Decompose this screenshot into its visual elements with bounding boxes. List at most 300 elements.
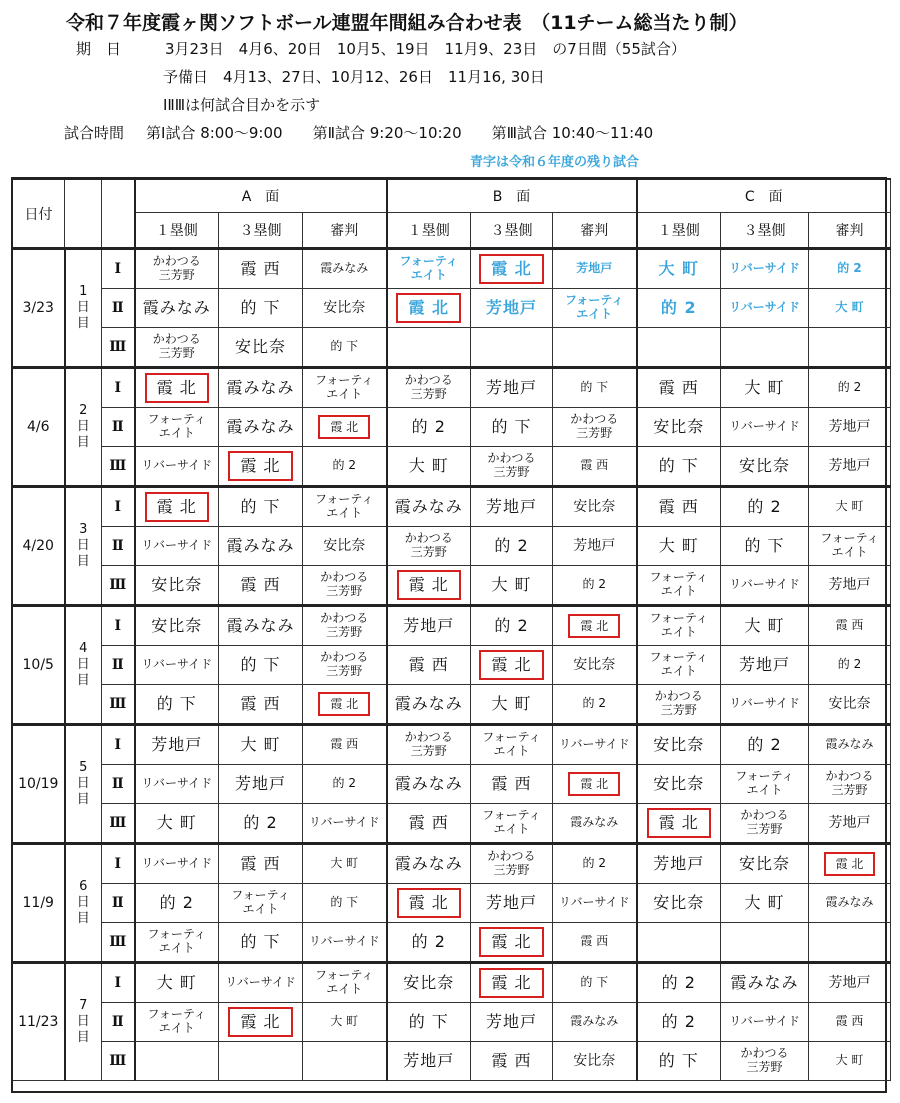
court-b-first-cell: 的 2 [387, 408, 471, 447]
court-c-umpire-cell: 大 町 [809, 487, 891, 527]
day-number-char: 1 [79, 283, 88, 299]
court-b-umpire-cell: 的 2 [553, 844, 637, 884]
court-b-first-cell [387, 884, 471, 923]
court-b-third-cell: 的 下 [471, 408, 553, 447]
team-highlight-box: 霞 北 [479, 650, 543, 679]
court-a-first-cell: リバーサイド [135, 527, 219, 566]
match-date: 10/5 [13, 606, 65, 725]
court-a-first-cell: リバーサイド [135, 844, 219, 884]
court-b-third-cell: 大 町 [471, 566, 553, 606]
schedule-row [13, 884, 891, 923]
court-c-umpire-cell: 大 町 [809, 289, 891, 328]
court-a-first-cell: 大 町 [135, 963, 219, 1003]
court-c-third-cell: リバーサイド [721, 1003, 809, 1042]
court-b-first-cell: 霞みなみ [387, 685, 471, 725]
court-c-first-cell: 的 下 [637, 1042, 721, 1081]
court-b-third-cell: 的 2 [471, 527, 553, 566]
round-number: Ⅱ [102, 884, 135, 923]
court-b-umpire-cell: 霞 西 [553, 447, 637, 487]
court-c-umpire-cell: 大 町 [809, 1042, 891, 1081]
court-b-third-cell: 的 2 [471, 606, 553, 646]
court-b-first-cell [387, 566, 471, 606]
day-number-char: 目 [76, 911, 90, 927]
first-base-header: １塁側 [387, 213, 471, 249]
day-number-char: 目 [76, 792, 90, 808]
court-a-first-cell: フォーティ エイト [135, 923, 219, 963]
time-1: 第Ⅰ試合 8:00～9:00 [146, 124, 283, 142]
court-a-umpire-cell: かわつる 三芳野 [303, 646, 387, 685]
court-c-umpire-cell: 霞みなみ [809, 884, 891, 923]
round-col-header [102, 179, 135, 249]
court-a-umpire-cell: 安比奈 [303, 527, 387, 566]
time-line [64, 122, 653, 143]
court-c-first-cell: 的 下 [637, 447, 721, 487]
court-b-first-cell: 安比奈 [387, 963, 471, 1003]
court-b-first-cell: かわつる 三芳野 [387, 368, 471, 408]
round-number: Ⅲ [102, 328, 135, 368]
court-b-first-cell: かわつる 三芳野 [387, 527, 471, 566]
court-b-first-cell: フォーティ エイト [387, 249, 471, 289]
day-number-char: 日 [76, 894, 90, 910]
court-a-first-cell: フォーティ エイト [135, 408, 219, 447]
court-a-first-cell [135, 487, 219, 527]
team-highlight-box: 霞 北 [397, 888, 461, 917]
day-number-char: 3 [79, 521, 88, 537]
court-b-third-cell [471, 249, 553, 289]
round-number: Ⅲ [102, 804, 135, 844]
court-a-umpire-cell [303, 685, 387, 725]
court-c-first-cell: 大 町 [637, 527, 721, 566]
day-number-char: 6 [79, 878, 88, 894]
court-c-umpire-cell: フォーティ エイト [809, 527, 891, 566]
court-b-third-cell: 芳地戸 [471, 1003, 553, 1042]
court-b-first-cell: 霞 西 [387, 804, 471, 844]
court-a-first-cell: 安比奈 [135, 566, 219, 606]
court-c-first-cell: 霞 西 [637, 487, 721, 527]
day-number-char: 5 [79, 759, 88, 775]
court-b-third-cell: 霞 西 [471, 765, 553, 804]
court-a-umpire-cell: 的 2 [303, 765, 387, 804]
court-a-third-cell: 的 下 [219, 923, 303, 963]
match-day-number [65, 963, 102, 1081]
match-date: 11/9 [13, 844, 65, 963]
court-c-third-cell: 的 2 [721, 487, 809, 527]
court-a-umpire-cell: 安比奈 [303, 289, 387, 328]
court-c-umpire-cell: 霞 西 [809, 606, 891, 646]
court-a-third-cell: 霞みなみ [219, 606, 303, 646]
court-b-umpire-cell: リバーサイド [553, 884, 637, 923]
round-number: Ⅰ [102, 606, 135, 646]
court-c-first-cell: フォーティ エイト [637, 646, 721, 685]
schedule-row [13, 328, 891, 368]
schedule-row [13, 1003, 891, 1042]
schedule-row [13, 408, 891, 447]
match-date: 4/6 [13, 368, 65, 487]
court-b-third-cell: 霞 西 [471, 1042, 553, 1081]
court-b-umpire-cell [553, 765, 637, 804]
round-number: Ⅱ [102, 408, 135, 447]
court-b-third-cell [471, 328, 553, 368]
schedule-row [13, 765, 891, 804]
court-a-first-cell: 的 下 [135, 685, 219, 725]
court-a-third-cell: 霞 西 [219, 685, 303, 725]
court-a-third-cell: 的 下 [219, 289, 303, 328]
court-b-umpire-cell: 安比奈 [553, 1042, 637, 1081]
court-a-first-cell: 的 2 [135, 884, 219, 923]
match-day-number [65, 606, 102, 725]
day-number-char: 日 [76, 299, 90, 315]
court-a-umpire-cell: 霞みなみ [303, 249, 387, 289]
court-c-third-cell: 大 町 [721, 606, 809, 646]
court-b-first-cell: 霞みなみ [387, 844, 471, 884]
court-c-third-cell [721, 328, 809, 368]
court-b-umpire-cell: かわつる 三芳野 [553, 408, 637, 447]
schedule-row [13, 527, 891, 566]
round-number: Ⅱ [102, 527, 135, 566]
court-c-umpire-cell: 芳地戸 [809, 566, 891, 606]
day-number-char: 目 [76, 1030, 90, 1046]
day-number-char: 目 [76, 435, 90, 451]
court-a-third-cell: 安比奈 [219, 328, 303, 368]
day-number-char: 7 [79, 997, 88, 1013]
roman-note: ⅠⅡⅢは何試合目かを示す [163, 96, 321, 114]
court-b-umpire-cell: 的 2 [553, 685, 637, 725]
schedule-row [13, 447, 891, 487]
schedule-row [13, 844, 891, 884]
court-c-umpire-cell: 霞みなみ [809, 725, 891, 765]
court-a-third-cell: リバーサイド [219, 963, 303, 1003]
schedule-row [13, 289, 891, 328]
court-b-third-cell: 芳地戸 [471, 368, 553, 408]
court-b-umpire-cell [553, 328, 637, 368]
court-a-umpire-cell: 的 下 [303, 328, 387, 368]
court-c-first-cell [637, 804, 721, 844]
court-c-third-cell: リバーサイド [721, 408, 809, 447]
court-a-third-cell: 霞 西 [219, 249, 303, 289]
match-day-number [65, 487, 102, 606]
umpire-header: 審判 [553, 213, 637, 249]
time-3: 第Ⅲ試合 10:40～11:40 [491, 124, 654, 142]
court-b-first-cell: 的 下 [387, 1003, 471, 1042]
court-c-third-cell: リバーサイド [721, 566, 809, 606]
court-a-third-cell [219, 447, 303, 487]
court-c-first-cell: 的 2 [637, 963, 721, 1003]
date-col-header: 日付 [13, 179, 65, 249]
court-a-umpire-cell: かわつる 三芳野 [303, 566, 387, 606]
court-b-first-cell: 霞 西 [387, 646, 471, 685]
time-label: 試合時間 [64, 124, 125, 142]
page-title: 令和７年度霞ヶ関ソフトボール連盟年間組み合わせ表 （11チーム総当たり制） [66, 12, 748, 34]
umpire-header: 審判 [303, 213, 387, 249]
court-a-third-cell: 的 2 [219, 804, 303, 844]
day-number-char: 日 [76, 537, 90, 553]
court-a-first-cell: フォーティ エイト [135, 1003, 219, 1042]
court-c-first-cell: 安比奈 [637, 884, 721, 923]
court-c-umpire-cell: 芳地戸 [809, 963, 891, 1003]
court-c-third-cell: リバーサイド [721, 289, 809, 328]
court-b-header: B 面 [387, 179, 637, 213]
reserve-line: 予備日 4月13、27日、10月12、26日 11月16, 30日 [163, 68, 545, 86]
court-c-third-cell: かわつる 三芳野 [721, 804, 809, 844]
schedule-table [12, 178, 891, 1081]
court-a-first-cell: 安比奈 [135, 606, 219, 646]
court-b-umpire-cell: 霞みなみ [553, 804, 637, 844]
match-day-number [65, 844, 102, 963]
court-a-umpire-cell: 大 町 [303, 1003, 387, 1042]
schedule-row [13, 646, 891, 685]
court-c-third-cell: リバーサイド [721, 249, 809, 289]
court-a-first-cell: リバーサイド [135, 765, 219, 804]
court-b-umpire-cell: 安比奈 [553, 487, 637, 527]
court-c-umpire-cell [809, 923, 891, 963]
court-c-header: C 面 [637, 179, 891, 213]
court-c-first-cell [637, 923, 721, 963]
team-highlight-box: 霞 北 [568, 772, 620, 796]
first-base-header: １塁側 [135, 213, 219, 249]
court-a-umpire-cell: フォーティ エイト [303, 487, 387, 527]
court-c-umpire-cell: 的 2 [809, 249, 891, 289]
court-c-first-cell: 安比奈 [637, 408, 721, 447]
match-date: 4/20 [13, 487, 65, 606]
schedule-row [13, 923, 891, 963]
court-c-umpire-cell: 的 2 [809, 368, 891, 408]
day-number-char: 日 [76, 775, 90, 791]
court-c-umpire-cell [809, 844, 891, 884]
schedule-row [13, 606, 891, 646]
round-number: Ⅰ [102, 963, 135, 1003]
court-c-first-cell: 的 2 [637, 289, 721, 328]
day-number-char: 2 [79, 402, 88, 418]
court-c-umpire-cell: かわつる 三芳野 [809, 765, 891, 804]
court-b-third-cell: フォーティ エイト [471, 725, 553, 765]
court-a-umpire-cell: 霞 西 [303, 725, 387, 765]
round-number: Ⅱ [102, 289, 135, 328]
round-number: Ⅲ [102, 923, 135, 963]
court-a-third-cell: 霞 西 [219, 566, 303, 606]
court-c-first-cell: かわつる 三芳野 [637, 685, 721, 725]
first-base-header: １塁側 [637, 213, 721, 249]
court-b-third-cell: フォーティ エイト [471, 804, 553, 844]
court-c-third-cell: かわつる 三芳野 [721, 1042, 809, 1081]
match-day-number [65, 368, 102, 487]
court-a-third-cell: 的 下 [219, 646, 303, 685]
round-number: Ⅰ [102, 487, 135, 527]
day-number-char: 日 [76, 418, 90, 434]
day-number-char: 目 [76, 554, 90, 570]
round-number: Ⅰ [102, 725, 135, 765]
court-b-third-cell: かわつる 三芳野 [471, 447, 553, 487]
team-highlight-box: 霞 北 [396, 293, 461, 322]
court-c-first-cell: 霞 西 [637, 368, 721, 408]
court-b-first-cell: かわつる 三芳野 [387, 725, 471, 765]
court-b-third-cell [471, 923, 553, 963]
round-number: Ⅲ [102, 685, 135, 725]
court-a-umpire-cell [303, 1042, 387, 1081]
court-b-umpire-cell: 霞みなみ [553, 1003, 637, 1042]
court-a-third-cell: フォーティ エイト [219, 884, 303, 923]
court-c-first-cell: フォーティ エイト [637, 566, 721, 606]
court-a-first-cell: 芳地戸 [135, 725, 219, 765]
court-b-first-cell: 芳地戸 [387, 1042, 471, 1081]
court-a-first-cell: かわつる 三芳野 [135, 328, 219, 368]
team-highlight-box: 霞 北 [228, 1007, 292, 1036]
court-b-third-cell [471, 646, 553, 685]
court-c-third-cell: 安比奈 [721, 447, 809, 487]
day-number-char: 4 [79, 640, 88, 656]
schedule-row [13, 566, 891, 606]
court-b-umpire-cell: 的 下 [553, 368, 637, 408]
schedule-row [13, 1042, 891, 1081]
court-c-first-cell: 的 2 [637, 1003, 721, 1042]
dates-text: 3月23日 4月6、20日 10月5、19日 11月9、23日 の7日間（55試合） [165, 40, 686, 58]
court-a-umpire-cell: フォーティ エイト [303, 368, 387, 408]
court-a-umpire-cell: リバーサイド [303, 804, 387, 844]
court-c-first-cell: 安比奈 [637, 725, 721, 765]
court-c-first-cell [637, 328, 721, 368]
dates-line [76, 38, 686, 59]
round-number: Ⅲ [102, 566, 135, 606]
team-highlight-box: 霞 北 [647, 808, 711, 837]
schedule-row [13, 368, 891, 408]
court-b-first-cell [387, 328, 471, 368]
court-c-first-cell: 芳地戸 [637, 844, 721, 884]
team-highlight-box: 霞 北 [145, 373, 209, 402]
team-highlight-box: 霞 北 [824, 852, 876, 876]
court-a-umpire-cell: リバーサイド [303, 923, 387, 963]
court-a-header: A 面 [135, 179, 387, 213]
court-a-umpire-cell: かわつる 三芳野 [303, 606, 387, 646]
match-day-number [65, 249, 102, 368]
schedule-row [13, 487, 891, 527]
court-b-umpire-cell [553, 606, 637, 646]
court-a-umpire-cell [303, 408, 387, 447]
court-c-third-cell: 的 下 [721, 527, 809, 566]
match-date: 3/23 [13, 249, 65, 368]
schedule-row [13, 249, 891, 289]
court-a-third-cell: 霞みなみ [219, 368, 303, 408]
court-a-third-cell: 霞みなみ [219, 527, 303, 566]
court-c-first-cell: フォーティ エイト [637, 606, 721, 646]
court-a-first-cell: リバーサイド [135, 646, 219, 685]
court-b-third-cell: 大 町 [471, 685, 553, 725]
court-a-third-cell: 霞 西 [219, 844, 303, 884]
team-highlight-box: 霞 北 [479, 968, 543, 997]
team-highlight-box: 霞 北 [318, 415, 370, 439]
court-a-third-cell: 芳地戸 [219, 765, 303, 804]
schedule-body [13, 249, 891, 1081]
court-a-umpire-cell: 的 2 [303, 447, 387, 487]
court-a-third-cell [219, 1042, 303, 1081]
court-b-umpire-cell: 的 下 [553, 963, 637, 1003]
court-c-third-cell: 大 町 [721, 368, 809, 408]
court-b-third-cell: 芳地戸 [471, 289, 553, 328]
court-c-third-cell: 安比奈 [721, 844, 809, 884]
court-c-third-cell: フォーティ エイト [721, 765, 809, 804]
team-highlight-box: 霞 北 [568, 614, 620, 638]
round-number: Ⅰ [102, 844, 135, 884]
court-c-umpire-cell: 芳地戸 [809, 408, 891, 447]
court-c-third-cell: 霞みなみ [721, 963, 809, 1003]
court-b-first-cell: 芳地戸 [387, 606, 471, 646]
round-number: Ⅰ [102, 368, 135, 408]
court-b-first-cell: 霞みなみ [387, 487, 471, 527]
court-a-first-cell: かわつる 三芳野 [135, 249, 219, 289]
court-b-umpire-cell: 芳地戸 [553, 527, 637, 566]
court-b-first-cell: 大 町 [387, 447, 471, 487]
third-base-header: ３塁側 [219, 213, 303, 249]
court-b-first-cell: 霞みなみ [387, 765, 471, 804]
court-b-third-cell [471, 963, 553, 1003]
court-c-third-cell: 的 2 [721, 725, 809, 765]
match-date: 10/19 [13, 725, 65, 844]
round-number: Ⅱ [102, 646, 135, 685]
team-highlight-box: 霞 北 [397, 570, 461, 599]
schedule-row [13, 804, 891, 844]
court-b-first-cell [387, 289, 471, 328]
day-number-char: 日 [76, 1013, 90, 1029]
round-number: Ⅲ [102, 1042, 135, 1081]
team-highlight-box: 霞 北 [228, 451, 292, 480]
court-c-umpire-cell: 的 2 [809, 646, 891, 685]
court-b-umpire-cell: 霞 西 [553, 923, 637, 963]
court-c-third-cell [721, 923, 809, 963]
court-a-umpire-cell: 大 町 [303, 844, 387, 884]
schedule-row [13, 685, 891, 725]
court-a-first-cell: 霞みなみ [135, 289, 219, 328]
court-c-third-cell: リバーサイド [721, 685, 809, 725]
court-b-umpire-cell: 芳地戸 [553, 249, 637, 289]
court-b-third-cell: 芳地戸 [471, 487, 553, 527]
court-b-umpire-cell: 安比奈 [553, 646, 637, 685]
court-b-umpire-cell: リバーサイド [553, 725, 637, 765]
court-a-first-cell [135, 1042, 219, 1081]
time-2: 第Ⅱ試合 9:20～10:20 [312, 124, 462, 142]
court-b-third-cell: 芳地戸 [471, 884, 553, 923]
court-b-third-cell: かわつる 三芳野 [471, 844, 553, 884]
schedule-row [13, 725, 891, 765]
court-c-first-cell: 大 町 [637, 249, 721, 289]
court-b-umpire-cell: 的 2 [553, 566, 637, 606]
court-c-third-cell: 大 町 [721, 884, 809, 923]
blue-note: 青字は令和６年度の残り試合 [470, 155, 640, 170]
team-highlight-box: 霞 北 [479, 927, 543, 956]
round-number: Ⅰ [102, 249, 135, 289]
court-a-third-cell: 的 下 [219, 487, 303, 527]
court-a-first-cell [135, 368, 219, 408]
court-b-first-cell: 的 2 [387, 923, 471, 963]
court-c-third-cell: 芳地戸 [721, 646, 809, 685]
court-b-umpire-cell: フォーティ エイト [553, 289, 637, 328]
match-date: 11/23 [13, 963, 65, 1081]
team-highlight-box: 霞 北 [479, 254, 544, 283]
team-highlight-box: 霞 北 [145, 492, 209, 521]
nth-col-header [65, 179, 102, 249]
third-base-header: ３塁側 [471, 213, 553, 249]
third-base-header: ３塁側 [721, 213, 809, 249]
day-number-char: 目 [76, 673, 90, 689]
day-number-char: 日 [76, 656, 90, 672]
court-c-umpire-cell: 芳地戸 [809, 804, 891, 844]
day-number-char: 目 [76, 316, 90, 332]
court-c-first-cell: 安比奈 [637, 765, 721, 804]
court-a-umpire-cell: フォーティ エイト [303, 963, 387, 1003]
court-c-umpire-cell [809, 328, 891, 368]
court-a-first-cell: リバーサイド [135, 447, 219, 487]
court-a-third-cell: 霞みなみ [219, 408, 303, 447]
court-c-umpire-cell: 霞 西 [809, 1003, 891, 1042]
court-c-umpire-cell: 芳地戸 [809, 447, 891, 487]
court-a-first-cell: 大 町 [135, 804, 219, 844]
